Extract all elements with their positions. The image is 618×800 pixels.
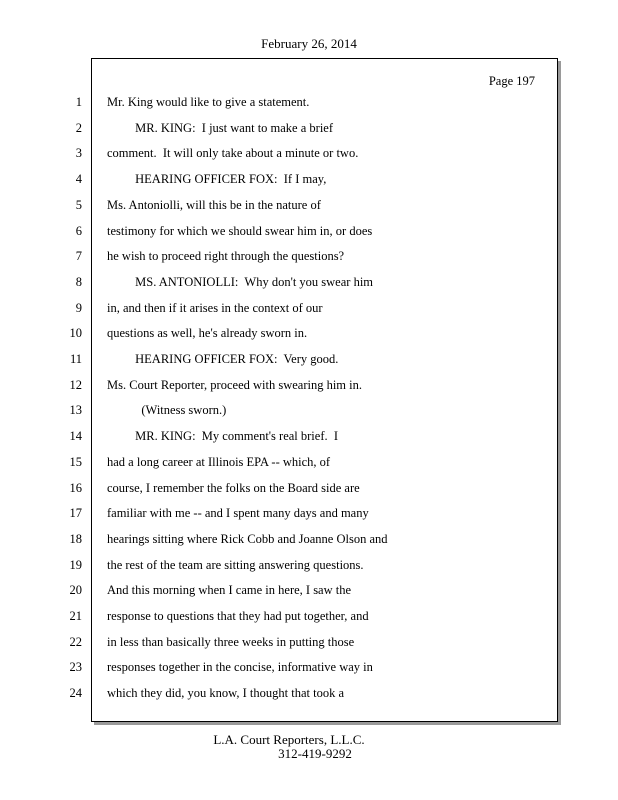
header-date: February 26, 2014 — [261, 36, 357, 51]
line-number: 11 — [69, 352, 82, 366]
line-number: 4 — [75, 172, 82, 187]
line-number: 1 — [75, 95, 82, 109]
line-number: 24 — [69, 686, 82, 701]
transcript-line: Mr. King would like to give a statement. — [107, 95, 310, 109]
transcript-line: (Witness sworn.) — [107, 403, 227, 418]
line-number: 23 — [69, 660, 82, 675]
transcript-line: in less than basically three weeks in putting those — [107, 634, 355, 649]
footer-phone: 312-419-9292 — [278, 746, 352, 761]
footer-company: L.A. Court Reporters, L.L.C. — [213, 732, 365, 747]
transcript-line: he wish to proceed right through the questions? — [107, 249, 345, 264]
line-number: 21 — [69, 609, 82, 623]
page-number: Page 197 — [488, 74, 535, 88]
transcript-line: Ms. Court Reporter, proceed with swearing him in. — [107, 377, 363, 392]
line-number: 2 — [75, 120, 82, 135]
transcript-line: familiar with me -- and I spent many days and many — [107, 506, 369, 521]
line-number: 5 — [75, 197, 82, 212]
line-number: 17 — [69, 506, 82, 521]
transcript-line: had a long career at Illinois EPA -- which, of — [107, 454, 331, 469]
transcript-line: HEARING OFFICER FOX: Very good. — [107, 352, 339, 366]
transcript-line: MS. ANTONIOLLI: Why don't you swear him — [107, 274, 374, 289]
line-number: 7 — [75, 249, 82, 264]
transcript-line: hearings sitting where Rick Cobb and Joanne Olson and — [107, 531, 388, 546]
line-number: 9 — [75, 300, 82, 315]
line-number: 10 — [69, 326, 82, 341]
line-number: 15 — [69, 454, 82, 469]
transcript-line: MR. KING: I just want to make a brief — [107, 120, 334, 135]
transcript-line: response to questions that they had put together, and — [107, 609, 369, 623]
line-number: 22 — [69, 634, 82, 649]
line-number: 18 — [69, 531, 82, 546]
transcript-line: comment. It will only take about a minute or two. — [107, 146, 359, 161]
transcript-line: Ms. Antoniolli, will this be in the nature of — [107, 197, 321, 212]
transcript-line: the rest of the team are sitting answering questions. — [107, 557, 364, 572]
transcript-line: course, I remember the folks on the Board side are — [107, 480, 360, 495]
transcript-line: testimony for which we should swear him in, or does — [107, 223, 373, 238]
transcript-line: in, and then if it arises in the context of our — [107, 300, 323, 315]
line-number: 6 — [75, 223, 82, 238]
line-number: 12 — [69, 377, 82, 392]
transcript-line: responses together in the concise, informative way in — [107, 660, 373, 675]
transcript-line: which they did, you know, I thought that took a — [107, 686, 345, 701]
transcript-line: And this morning when I came in here, I saw the — [107, 583, 352, 598]
line-number: 20 — [69, 583, 82, 598]
line-number: 19 — [69, 557, 82, 572]
line-number: 14 — [69, 429, 82, 444]
transcript-line: HEARING OFFICER FOX: If I may, — [107, 172, 327, 187]
line-number: 8 — [75, 274, 82, 289]
line-number: 13 — [69, 403, 82, 418]
line-number: 16 — [69, 480, 82, 495]
transcript-line: questions as well, he's already sworn in. — [107, 326, 308, 341]
line-number: 3 — [75, 146, 82, 161]
transcript-line: MR. KING: My comment's real brief. I — [107, 429, 339, 444]
